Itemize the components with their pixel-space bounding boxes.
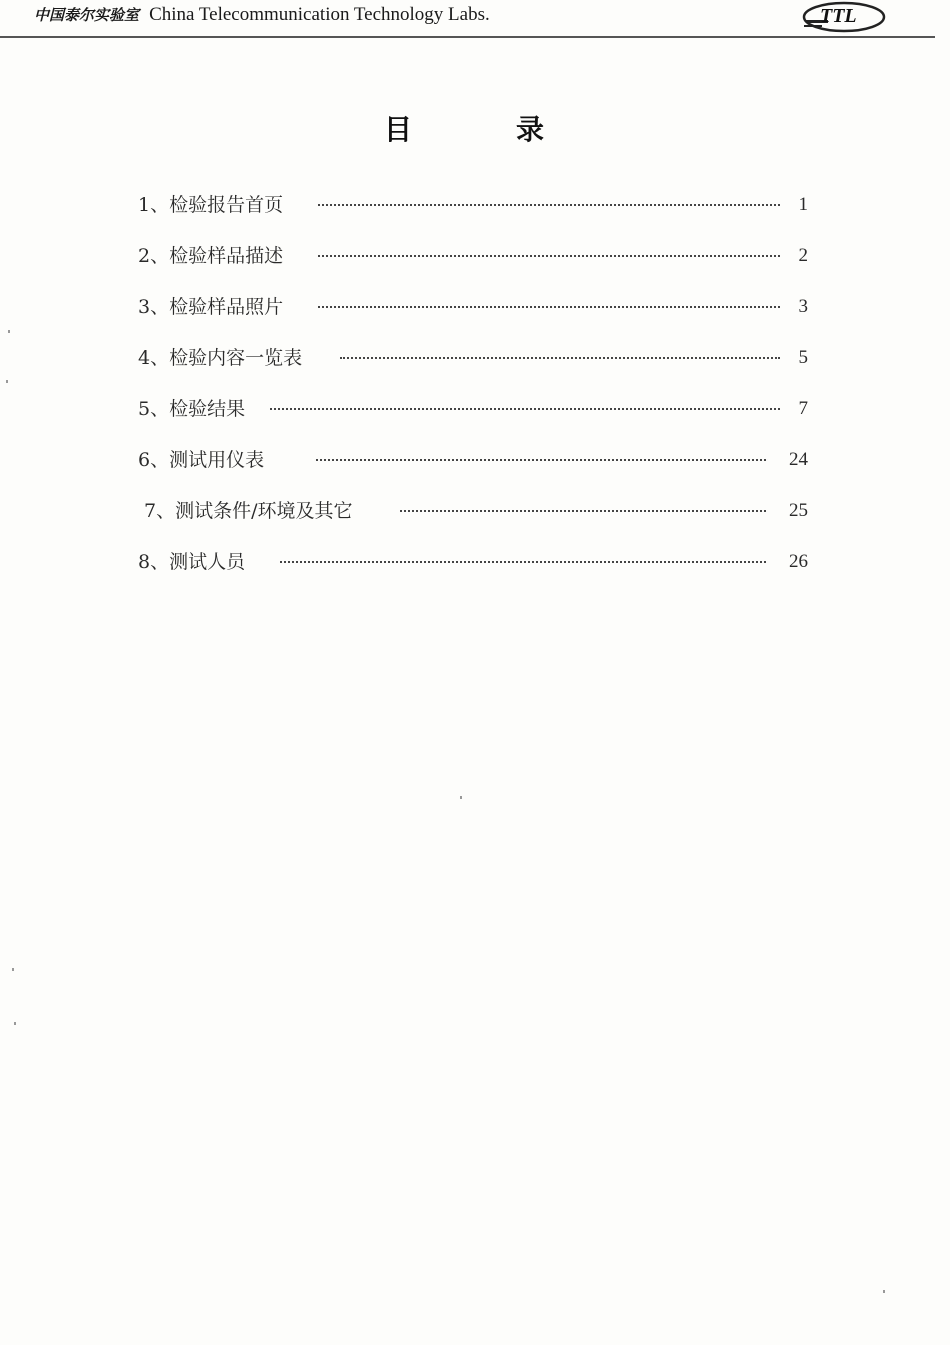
- toc-item-page: 24: [789, 449, 808, 470]
- toc-item: [138, 286, 808, 316]
- ttl-logo: [800, 0, 890, 34]
- toc-title-left: 目: [384, 113, 413, 146]
- scan-speck: [8, 330, 10, 333]
- page-header: [0, 0, 950, 40]
- toc-item: [138, 541, 808, 571]
- header-org-en: China Telecommunication Technology Labs.: [149, 4, 490, 25]
- header-divider: [0, 36, 935, 38]
- scan-speck: [460, 796, 462, 799]
- toc-leader-dots: [318, 204, 780, 206]
- toc-item-label: 8、测试人员: [138, 551, 246, 573]
- toc-leader-dots: [340, 357, 780, 359]
- logo-text: TTL: [820, 5, 857, 27]
- toc-leader-dots: [318, 306, 780, 308]
- toc-item-page: 5: [798, 347, 808, 368]
- toc-item: [138, 439, 808, 469]
- toc-leader-dots: [400, 510, 766, 512]
- toc-item-label: 6、测试用仪表: [138, 449, 265, 471]
- toc-item-label: 5、检验结果: [138, 398, 246, 420]
- scan-speck: [12, 968, 14, 971]
- toc-item-label: 2、检验样品描述: [138, 245, 284, 267]
- toc-leader-dots: [270, 408, 780, 410]
- toc-item: [138, 388, 808, 418]
- toc-leader-dots: [316, 459, 766, 461]
- toc-item-page: 3: [798, 296, 808, 317]
- toc-item: [138, 235, 808, 265]
- toc-leader-dots: [280, 561, 766, 563]
- toc-item-label: 7、测试条件/环境及其它: [144, 500, 353, 522]
- toc-item-label: 1、检验报告首页: [138, 194, 284, 216]
- toc-leader-dots: [318, 255, 780, 257]
- toc-item: [138, 490, 808, 520]
- toc-item-page: 2: [798, 245, 808, 266]
- header-text: [34, 3, 490, 26]
- header-org-cn: 中国泰尔实验室: [34, 6, 140, 24]
- toc-item-page: 1: [798, 194, 808, 215]
- scan-speck: [6, 380, 8, 383]
- toc-item: [138, 184, 808, 214]
- toc-item-page: 25: [789, 500, 808, 521]
- toc-item-page: 7: [798, 398, 808, 419]
- toc-item: [138, 337, 808, 367]
- toc-item-label: 3、检验样品照片: [138, 296, 284, 318]
- toc-item-page: 26: [789, 551, 808, 572]
- toc-item-label: 4、检验内容一览表: [138, 347, 303, 369]
- toc-title-right: 录: [516, 113, 545, 146]
- scan-speck: [883, 1290, 885, 1293]
- scan-speck: [14, 1022, 16, 1025]
